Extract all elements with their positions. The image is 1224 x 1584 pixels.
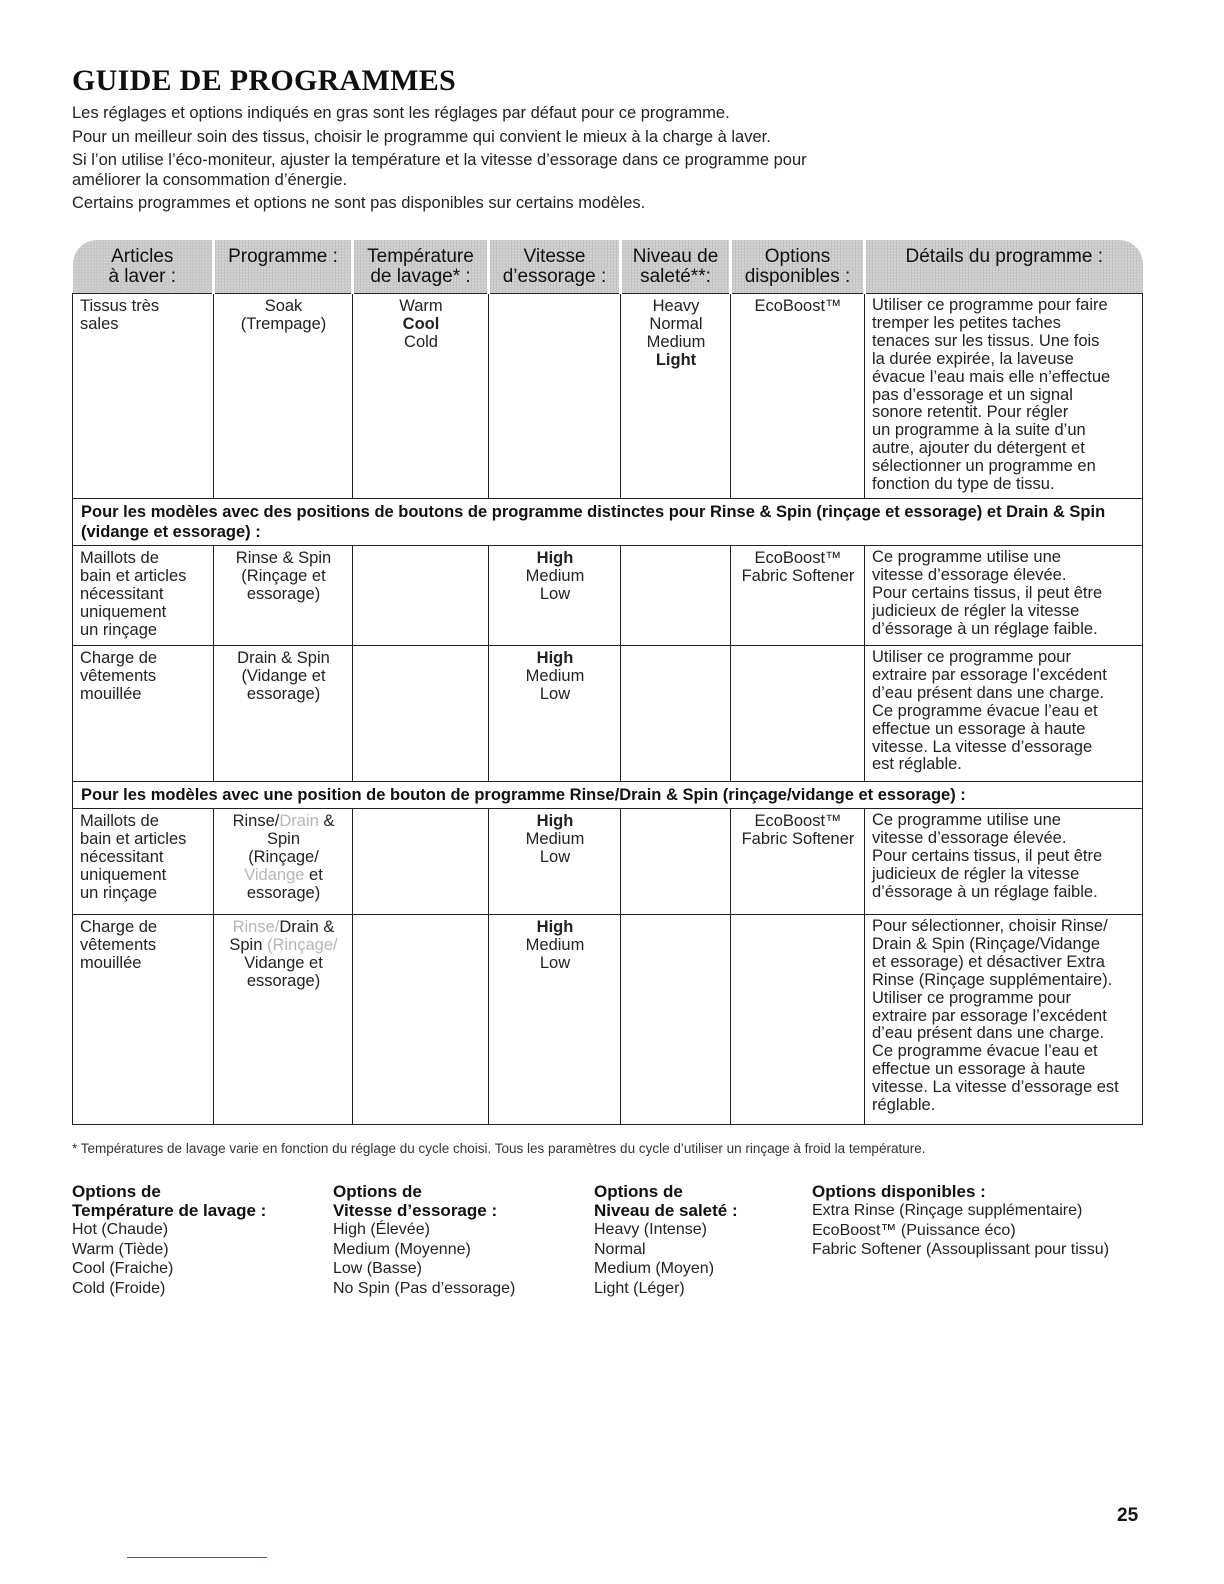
cell-programme: Drain & Spin (Vidange et essorage) <box>214 646 353 782</box>
header-soil-level: Niveau de saleté**: <box>621 240 731 294</box>
legend-item: Medium (Moyen) <box>594 1260 715 1277</box>
cell-soil-level <box>621 646 731 782</box>
cell-soil-level <box>621 809 731 915</box>
cell-articles: Charge de vêtements mouillée <box>73 646 214 782</box>
legend-heading: Température de lavage : <box>72 1201 267 1220</box>
cell-programme: Rinse & Spin (Rinçage et essorage) <box>214 546 353 646</box>
programme-table <box>72 240 1143 1125</box>
page-title: GUIDE DE PROGRAMMES <box>72 64 457 97</box>
legend-item: Medium (Moyenne) <box>333 1240 471 1258</box>
header-details: Détails du programme : <box>865 240 1143 294</box>
legend-item: EcoBoost™ (Puissance éco) <box>812 1221 1016 1239</box>
table-row <box>73 294 1143 499</box>
cell-spin-speed: High Medium Low <box>489 646 621 782</box>
legend-heading: Options de <box>333 1182 422 1201</box>
legend-heading: Niveau de saleté : <box>594 1201 738 1220</box>
table-note-row <box>73 499 1143 546</box>
legend-spin-speed <box>333 1182 515 1298</box>
cell-soil-level <box>621 915 731 1125</box>
intro-text <box>72 104 872 218</box>
cell-details: Ce programme utilise une vitesse d’essorage élevée. Pour certains tissus, il peut être judicieux de régler la vitesse d’éssorage à un réglage faible. <box>865 809 1143 915</box>
footnote: * Températures de lavage varie en fonction du réglage du cycle choisi. Tous les paramètres du cycle d’utiliser un rinçage à froid la température. <box>72 1141 926 1156</box>
cell-articles: Charge de vêtements mouillée <box>73 915 214 1125</box>
legend-item: Cool (Fraiche) <box>72 1260 174 1277</box>
table-row <box>73 546 1143 646</box>
cell-programme: Soak (Trempage) <box>214 294 353 499</box>
table-note-row <box>73 782 1143 809</box>
legend-item: Warm (Tiède) <box>72 1240 169 1258</box>
cell-programme: Rinse/Drain & Spin (Rinçage/ Vidange et essorage) <box>214 915 353 1125</box>
legend-heading: Vitesse d’essorage : <box>333 1201 498 1220</box>
legend-item: Extra Rinse (Rinçage supplémentaire) <box>812 1202 1083 1219</box>
intro-line: Les réglages et options indiqués en gras sont les réglages par défaut pour ce programme. <box>72 104 730 122</box>
cell-articles: Tissus très sales <box>73 294 214 499</box>
header-articles: Articles à laver : <box>73 240 214 294</box>
cell-articles: Maillots de bain et articles nécessitant uniquement un rinçage <box>73 546 214 646</box>
legend-heading: Options de <box>72 1182 161 1201</box>
cell-spin-speed: High Medium Low <box>489 809 621 915</box>
cell-details: Utiliser ce programme pour extraire par essorage l’excédent d’eau présent dans une charge. Ce programme évacue l’eau et effectue un essorage à haute vitesse. La vitesse d’essorage est réglable. <box>865 646 1143 782</box>
intro-line: Certains programmes et options ne sont pas disponibles sur certains modèles. <box>72 194 646 212</box>
bottom-rule <box>127 1557 267 1558</box>
header-programme: Programme : <box>214 240 353 294</box>
legend-temperature <box>72 1182 266 1298</box>
legend-item: Normal <box>594 1240 646 1258</box>
cell-spin-speed: High Medium Low <box>489 546 621 646</box>
cell-soil-level <box>621 546 731 646</box>
cell-options <box>731 915 865 1125</box>
page-number: 25 <box>1117 1505 1139 1526</box>
cell-options: EcoBoost™ Fabric Softener <box>731 546 865 646</box>
table-row <box>73 915 1143 1125</box>
table-note: Pour les modèles avec des positions de boutons de programme distinctes pour Rinse & Spin (rinçage et essorage) et Drain & Spin (vidange et essorage) : <box>73 499 1143 546</box>
cell-programme: Rinse/Drain & Spin (Rinçage/ Vidange et essorage) <box>214 809 353 915</box>
cell-details: Pour sélectionner, choisir Rinse/ Drain & Spin (Rinçage/Vidange et essorage) et désactiver Extra Rinse (Rinçage supplémentaire). Utiliser ce programme pour extraire par essorage l’excédent d’eau présent dans une charge. Ce programme évacue l’eau et effectue un essorage à haute vitesse. La vitesse d’essorage est réglable. <box>865 915 1143 1125</box>
legend-soil-level <box>594 1182 738 1298</box>
cell-options: EcoBoost™ <box>731 294 865 499</box>
header-options: Options disponibles : <box>731 240 865 294</box>
legend-item: Low (Basse) <box>333 1260 422 1277</box>
legend-item: Fabric Softener (Assouplissant pour tissu) <box>812 1241 1110 1258</box>
cell-temperature <box>353 646 489 782</box>
cell-temperature <box>353 915 489 1125</box>
cell-options <box>731 646 865 782</box>
cell-temperature <box>353 546 489 646</box>
legend-heading: Options disponibles : <box>812 1182 986 1201</box>
legend-available-options <box>812 1182 1109 1260</box>
legend-item: Hot (Chaude) <box>72 1221 169 1238</box>
legend-item: No Spin (Pas d’essorage) <box>333 1279 516 1297</box>
intro-line: Pour un meilleur soin des tissus, choisir le programme qui convient le mieux à la charge à laver. <box>72 127 771 146</box>
legend-item: High (Élevée) <box>333 1221 430 1238</box>
table-note: Pour les modèles avec une position de bouton de programme Rinse/Drain & Spin (rinçage/vidange et essorage) : <box>73 782 1143 809</box>
cell-temperature: Warm Cool Cold <box>353 294 489 499</box>
cell-articles: Maillots de bain et articles nécessitant uniquement un rinçage <box>73 809 214 915</box>
cell-details: Ce programme utilise une vitesse d’essorage élevée. Pour certains tissus, il peut être judicieux de régler la vitesse d’éssorage à un réglage faible. <box>865 546 1143 646</box>
cell-details: Utiliser ce programme pour faire tremper les petites taches tenaces sur les tissus. Une fois la durée expirée, la laveuse évacue l’eau mais elle n’effectue pas d’essorage et un signal sonore retentit. Pour régler un programme à la suite d’un autre, ajouter du détergent et sélectionner un programme en fonction du type de tissu. <box>865 294 1143 499</box>
table-header-row <box>73 240 1143 294</box>
legend-heading: Options de <box>594 1182 683 1201</box>
cell-temperature <box>353 809 489 915</box>
legend-item: Cold (Froide) <box>72 1279 166 1297</box>
header-temperature: Température de lavage* : <box>353 240 489 294</box>
legend-item: Heavy (Intense) <box>594 1221 707 1238</box>
table-row <box>73 809 1143 915</box>
cell-spin-speed <box>489 294 621 499</box>
cell-spin-speed: High Medium Low <box>489 915 621 1125</box>
cell-soil-level: Heavy Normal Medium Light <box>621 294 731 499</box>
table-row <box>73 646 1143 782</box>
legend-item: Light (Léger) <box>594 1279 685 1297</box>
cell-options: EcoBoost™ Fabric Softener <box>731 809 865 915</box>
intro-line: Si l’on utilise l’éco-moniteur, ajuster la température et la vitesse d’essorage dans ce programme pour améliorer la consommation d’énergie. <box>72 151 807 189</box>
header-spin-speed: Vitesse d’essorage : <box>489 240 621 294</box>
